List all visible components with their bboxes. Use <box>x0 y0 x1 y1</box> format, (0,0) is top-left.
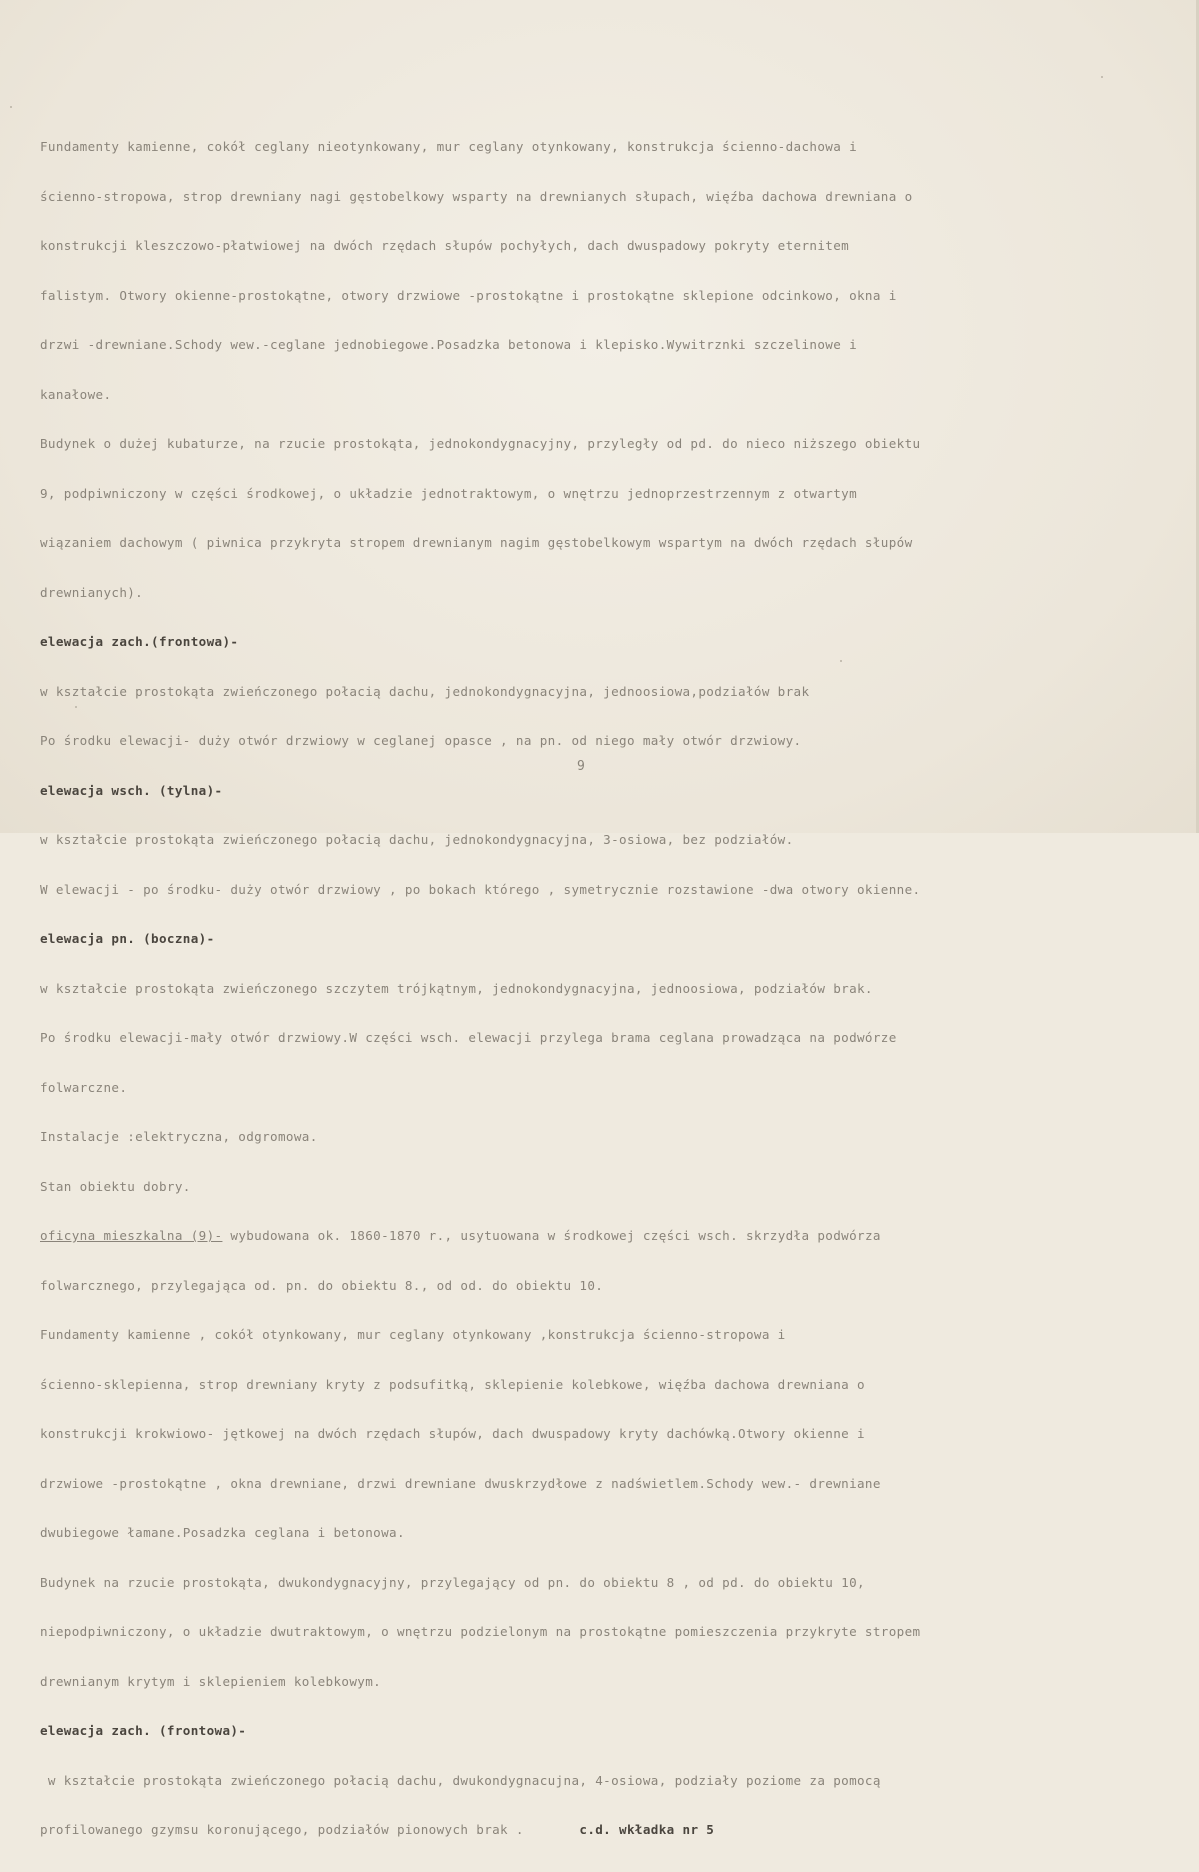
text-line: kanałowe. <box>40 386 112 402</box>
text-line: w kształcie prostokąta zwieńczonego szczytem trójkątnym, jednokondygnacyjna, jednoosiowa, podziałów brak. <box>40 980 873 996</box>
page-number: 9 <box>577 759 585 774</box>
text-line: konstrukcji krokwiowo- jętkowej na dwóch rzędach słupów, dach dwuspadowy kryty dachówką.Otwory okienne i <box>40 1426 865 1441</box>
text-line: ścienno-stropowa, strop drewniany nagi gęstobelkowy wsparty na drewnianych słupach, więźba dachowa drewniana o <box>40 188 913 204</box>
text-line: drewnianym krytym i sklepieniem kolebkowym. <box>40 1673 382 1689</box>
section-heading: elewacja zach.(frontowa)- <box>40 634 239 649</box>
text-line: W elewacji - po środku- duży otwór drzwiowy , po bokach którego , symetrycznie rozstawione -dwa otwory okienne. <box>40 881 921 897</box>
text-line: falistym. Otwory okienne-prostokątne, otwory drzwiowe -prostokątne i prostokątne sklepione odcinkowo, okna i <box>40 287 897 303</box>
text-line: dwubiegowe łamane.Posadzka ceglana i betonowa. <box>40 1525 405 1540</box>
text-line-with-note <box>40 1822 1180 1839</box>
text-line: konstrukcji kleszczowo-płatwiowej na dwóch rzędach słupów pochyłych, dach dwuspadowy pokryty eternitem <box>40 238 850 253</box>
text-line: Instalacje :elektryczna, odgromowa. <box>40 1129 318 1144</box>
text-line: ścienno-sklepienna, strop drewniany kryty z podsufitką, sklepienie kolebkowe, więźba dachowa drewniana o <box>40 1376 865 1392</box>
text-line: Po środku elewacji-mały otwór drzwiowy.W części wsch. elewacji przylega brama ceglana prowadząca na podwórze <box>40 1030 897 1045</box>
text-line: w kształcie prostokąta zwieńczonego połacią dachu, dwukondygnacujna, 4-osiowa, podziały poziome za pomocą <box>40 1772 881 1788</box>
text-line: drzwiowe -prostokątne , okna drewniane, drzwi drewniane dwuskrzydłowe z nadświetlem.Schody wew.- drewniane <box>40 1475 881 1491</box>
text-line: w kształcie prostokąta zwieńczonego połacią dachu, jednokondygnacyjna, 3-osiowa, bez podziałów. <box>40 832 794 847</box>
scan-speck <box>1101 76 1103 78</box>
scan-speck <box>10 106 12 108</box>
text-line: niepodpiwniczony, o układzie dwutraktowym, o wnętrzu podzielonym na prostokątne pomieszczenia przykryte stropem <box>40 1624 921 1639</box>
text-line: drzwi -drewniane.Schody wew.-ceglane jednobiegowe.Posadzka betonowa i klepisko.Wywitrznki szczelinowe i <box>40 337 858 352</box>
section-heading: elewacja zach. (frontowa)- <box>40 1723 247 1738</box>
text-line: profilowanego gzymsu koronującego, podziałów pionowych brak . <box>40 1822 524 1837</box>
section-heading: elewacja pn. (boczna)- <box>40 931 215 946</box>
section-heading: elewacja wsch. (tylna)- <box>40 782 223 798</box>
object-title-line: oficyna mieszkalna (9)- wybudowana ok. 1860-1870 r., usytuowana w środkowej części wsch. skrzydła podwórza <box>40 1228 881 1243</box>
text-line: wiązaniem dachowym ( piwnica przykryta stropem drewnianym nagim gęstobelkowym wspartym na dwóch rzędach słupów <box>40 535 913 550</box>
text-line: Fundamenty kamienne, cokół ceglany nieotynkowany, mur ceglany otynkowany, konstrukcja ścienno-dachowa i <box>40 139 858 154</box>
text-line: folwarczne. <box>40 1079 128 1095</box>
text-line: folwarcznego, przylegająca od. pn. do obiektu 8., od od. do obiektu 10. <box>40 1277 604 1293</box>
text-line: Stan obiektu dobry. <box>40 1178 191 1194</box>
text-line: Fundamenty kamienne , cokół otynkowany, mur ceglany otynkowany ,konstrukcja ścienno-stropowa i <box>40 1327 786 1342</box>
text-line: drewnianych). <box>40 584 144 600</box>
object-title: oficyna mieszkalna (9)- <box>40 1228 223 1243</box>
text-line: Po środku elewacji- duży otwór drzwiowy w ceglanej opasce , na pn. od niego mały otwór drzwiowy. <box>40 733 802 748</box>
text-line: Budynek na rzucie prostokąta, dwukondygnacyjny, przylegający od pn. do obiektu 8 , od pd. do obiektu 10, <box>40 1574 865 1590</box>
text-line: w kształcie prostokąta zwieńczonego połacią dachu, jednokondygnacyjna, jednoosiowa,podziałów brak <box>40 683 810 699</box>
document-text <box>40 106 1180 1872</box>
continuation-note: c.d. wkładka nr 5 <box>579 1822 715 1837</box>
text-line: 9, podpiwniczony w części środkowej, o układzie jednotraktowym, o wnętrzu jednoprzestrzennym z otwartym <box>40 485 858 501</box>
text-line: Budynek o dużej kubaturze, na rzucie prostokąta, jednokondygnacyjny, przyległy od pd. do nieco niższego obiektu <box>40 436 921 451</box>
